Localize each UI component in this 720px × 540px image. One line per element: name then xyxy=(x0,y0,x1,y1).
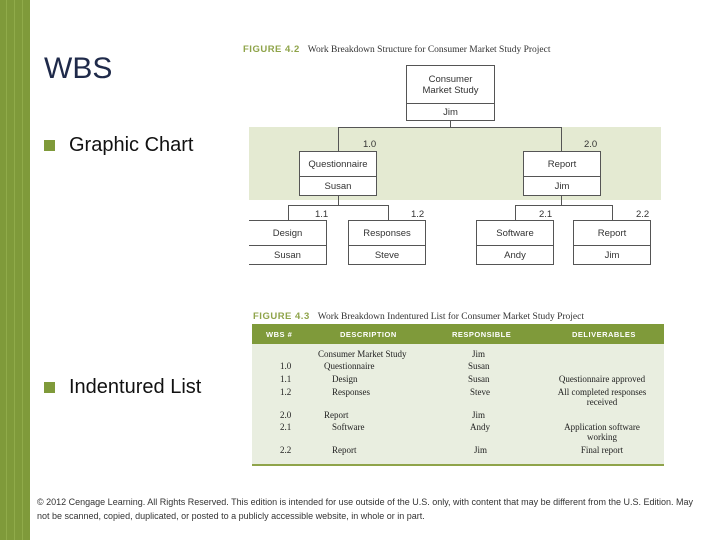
node-number: 2.0 xyxy=(584,139,598,150)
node-name: Questionnaire xyxy=(300,152,376,177)
row-resp: Jim xyxy=(474,445,488,455)
node-name: Report xyxy=(524,152,600,177)
bullet-text: Graphic Chart xyxy=(69,134,194,156)
node-owner: Susan xyxy=(274,249,301,261)
row-resp: Jim xyxy=(472,410,486,420)
slide-title: WBS xyxy=(44,52,113,85)
row-wbs: 2.2 xyxy=(280,445,292,455)
bullet-indentured-list xyxy=(44,376,201,399)
figure-caption: Work Breakdown Indentured List for Consumer Market Study Project xyxy=(317,312,584,322)
node-name: Software xyxy=(477,221,553,246)
figure-label: FIGURE 4.2 xyxy=(243,44,300,55)
bullet-text: Indentured List xyxy=(69,376,202,398)
row-wbs: 1.2 xyxy=(280,387,292,397)
wbs-node-report xyxy=(523,151,601,196)
row-desc: Report xyxy=(332,445,357,455)
node-number: 1.2 xyxy=(411,209,425,220)
col-header-deliverables: DELIVERABLES xyxy=(572,330,636,339)
row-deliv: Application software working xyxy=(564,422,640,442)
col-header-description: DESCRIPTION xyxy=(340,330,397,339)
node-owner: Jim xyxy=(604,249,620,261)
row-wbs: 2.0 xyxy=(280,410,292,420)
wbs-node-final-report xyxy=(573,220,651,265)
node-number: 2.1 xyxy=(539,209,553,220)
row-desc: Report xyxy=(324,410,349,420)
row-resp: Andy xyxy=(470,422,490,432)
row-resp: Susan xyxy=(468,361,490,371)
col-header-responsible: RESPONSIBLE xyxy=(452,330,512,339)
wbs-node-questionnaire xyxy=(299,151,377,196)
wbs-root-node xyxy=(406,65,495,121)
row-deliv: Final report xyxy=(580,445,624,455)
node-owner: Andy xyxy=(504,249,526,261)
node-number: 1.1 xyxy=(315,209,329,220)
row-wbs: 2.1 xyxy=(280,422,292,432)
indentured-list-table xyxy=(252,324,664,466)
node-owner: Steve xyxy=(374,249,400,261)
row-resp: Jim xyxy=(472,349,486,359)
node-name: Responses xyxy=(349,221,425,246)
left-accent-bar xyxy=(0,0,30,540)
node-owner: Jim xyxy=(443,106,458,118)
figure-4-3-caption xyxy=(253,311,584,322)
col-header-wbs: WBS # xyxy=(266,330,293,339)
figure-label: FIGURE 4.3 xyxy=(253,311,310,322)
row-resp: Susan xyxy=(468,374,490,384)
figure-4-2-caption xyxy=(243,44,551,55)
row-desc: Questionnaire xyxy=(324,361,375,371)
bullet-square-icon xyxy=(44,382,55,393)
node-number: 2.2 xyxy=(636,209,650,220)
node-name: Design xyxy=(249,221,326,246)
table-header xyxy=(252,324,664,344)
row-desc: Software xyxy=(332,422,365,432)
row-desc: Consumer Market Study xyxy=(318,349,407,359)
row-desc: Design xyxy=(332,374,358,384)
bullet-square-icon xyxy=(44,140,55,151)
figure-caption: Work Breakdown Structure for Consumer Market Study Project xyxy=(307,45,551,55)
wbs-node-design xyxy=(249,220,327,265)
node-name: Consumer Market Study xyxy=(407,66,494,104)
wbs-node-responses xyxy=(348,220,426,265)
node-owner: Jim xyxy=(554,180,570,192)
row-deliv: Questionnaire approved xyxy=(558,374,646,384)
bullet-graphic-chart xyxy=(44,134,194,157)
row-wbs: 1.0 xyxy=(280,361,292,371)
node-number: 1.0 xyxy=(363,139,377,150)
row-deliv: All completed responses received xyxy=(557,387,647,407)
row-desc: Responses xyxy=(332,387,370,397)
row-resp: Steve xyxy=(470,387,490,397)
wbs-node-software xyxy=(476,220,554,265)
node-owner: Susan xyxy=(324,180,352,192)
copyright-footer: © 2012 Cengage Learning. All Rights Reserved. This edition is intended for use outside of the U.S. only, with content that may be different from the U.S. Edition. May not be scanned, copied, duplicated, or posted to a publicly accessible website, in whole or in part. xyxy=(37,497,693,521)
row-wbs: 1.1 xyxy=(280,374,292,384)
node-name: Report xyxy=(574,221,650,246)
